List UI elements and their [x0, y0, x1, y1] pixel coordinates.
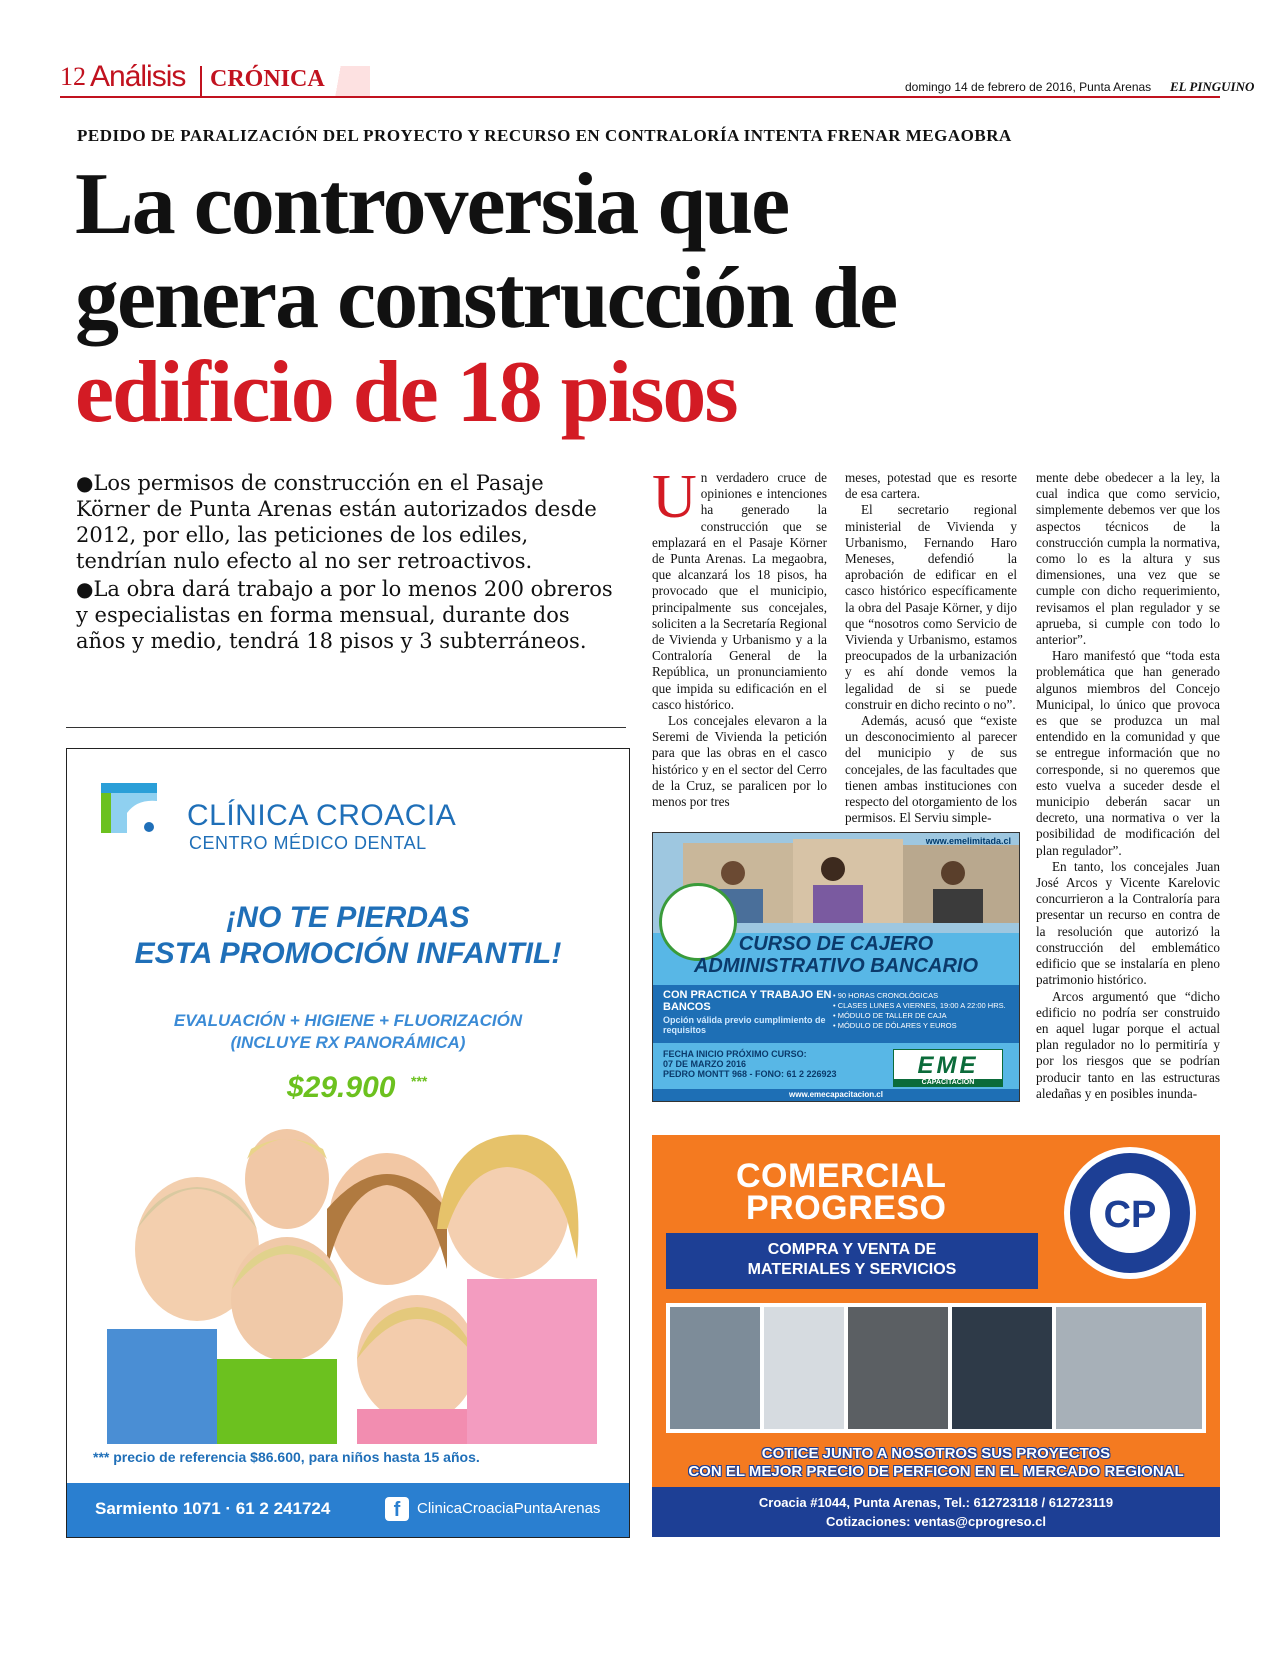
bullets-divider: [66, 727, 626, 728]
eme-website-bottom: www.emecapacitacion.cl: [653, 1089, 1019, 1101]
eme-course-title-line-1: CURSO DE CAJERO: [738, 933, 934, 955]
article-paragraph: Haro manifestó que “toda esta problemática que han generado algunos miembros del Concejo Municipal, lo único que provoca es que se produzca un mal entendido en la comunidad y que se entregue información que no corresponde, si no queremos que esto vuelva a suceder desde el municipio deberán sacar un decreto, una normativa o ver la posibilidad de modificación del plan regulador”.: [1036, 648, 1220, 858]
progreso-cta-line-1: COTICE JUNTO A NOSOTROS SUS PROYECTOS: [761, 1445, 1111, 1462]
summary-bullet: [76, 470, 621, 574]
promo-price: $29.900: [287, 1071, 396, 1104]
clinic-advertisement: [66, 748, 630, 1538]
article-paragraph: El secretario regional ministerial de Vivienda y Urbanismo, Fernando Haro Meneses, defendió la aprobación de edificar en el casco histórico específicamente la obra del Pasaje Körner, y dijo que “nosotros como Servicio de Vivienda y Urbanismo, estamos preocupados de la urbanización y es ahí donde vemos la legalidad de si se puede construir en dicho recinto o no”.: [845, 502, 1017, 712]
price-footnote-mark: ***: [411, 1073, 428, 1089]
clinic-subtitle: CENTRO MÉDICO DENTAL: [189, 833, 427, 853]
eme-logo-subtitle: CAPACITACION: [894, 1079, 1002, 1086]
progreso-contact-bar: [652, 1487, 1220, 1537]
article-summary-bullets: [76, 470, 621, 656]
bullet-dot-icon: ●: [76, 577, 94, 601]
cp-logo-text: CP: [1103, 1194, 1157, 1236]
progreso-email: Cotizaciones: ventas@cprogreso.cl: [825, 1514, 1047, 1529]
eme-feature-item: • MÓDULO DE DÓLARES Y EUROS: [833, 1021, 957, 1030]
article-paragraph: meses, potestad que es resorte de esa cartera.: [845, 470, 1017, 502]
article-column-2: [845, 470, 1017, 826]
eme-logo: [893, 1049, 1003, 1087]
materials-photos: [666, 1303, 1206, 1433]
eme-option-note: Opción válida previo cumplimiento de requisitos: [663, 1015, 826, 1035]
eme-course-advertisement: [652, 832, 1020, 1102]
progreso-advertisement: [652, 1135, 1220, 1537]
eme-start-label: FECHA INICIO PRÓXIMO CURSO:: [663, 1049, 807, 1059]
eme-logo-text: EME: [917, 1052, 979, 1079]
article-paragraph: n verdadero cruce de opiniones e intenciones ha generado la construcción que se emplazará en el Pasaje Körner de Punta Arenas. La megaobra, que alcanzará los 18 pisos, ha provocado que el municipio, principalmente sus concejales, soliciten a la Secretaría Regional de Vivienda y Urbanismo y a la Contraloría General de la República, un pronunciamiento que impida su edificación en el casco histórico.: [652, 470, 827, 712]
promo-services: EVALUACIÓN + HIGIENE + FLUORIZACIÓN: [173, 1011, 523, 1030]
eme-contact: PEDRO MONTT 968 - FONO: 61 2 226923: [663, 1069, 837, 1079]
progreso-slogan-line-2: MATERIALES Y SERVICIOS: [747, 1261, 957, 1278]
children-photo: [87, 1109, 607, 1444]
article-kicker: PEDIDO DE PARALIZACIÓN DEL PROYECTO Y RECURSO EN CONTRALORÍA INTENTA FRENAR MEGAOBRA: [77, 126, 1012, 145]
headline-line-2: genera construcción de: [75, 250, 897, 347]
bullet-text: Los permisos de construcción en el Pasaje Körner de Punta Arenas están autorizados desde 2012, por ello, las peticiones de los ediles, tendrían nulo efecto al no ser retroactivos.: [76, 471, 597, 573]
article-column-1: [652, 463, 827, 810]
header-date: domingo 14 de febrero de 2016, Punta Arenas: [905, 80, 1152, 94]
clinic-address: Sarmiento 1071 · 61 2 241724: [95, 1499, 331, 1518]
progreso-name-line-1: COMERCIAL: [736, 1157, 947, 1195]
facebook-icon: f: [385, 1497, 409, 1521]
article-headline: [75, 158, 975, 440]
eme-feature-item: • CLASES LUNES A VIERNES, 19:00 A 22:00 HRS.: [833, 1001, 1006, 1010]
promo-services-note: (INCLUYE RX PANORÁMICA): [230, 1033, 466, 1052]
progreso-address: Croacia #1044, Punta Arenas, Tel.: 612723118 / 612723119: [758, 1495, 1114, 1510]
article-paragraph: mente debe obedecer a la ley, la cual indica que como servicio, simplemente debemos ver que los aspectos técnicos de la construcción cumpla la normativa, como lo es la altura y sus dimensiones, una vez que se cumple con dicho requerimiento, revisamos el plan regulador y se aprueba, si cumple con todo lo anterior”.: [1036, 470, 1220, 648]
facebook-handle: ClinicaCroaciaPuntaArenas: [417, 1500, 601, 1517]
eme-course-features: [833, 991, 1006, 1031]
eme-website-top: www.emelimitada.cl: [925, 836, 1011, 846]
drop-cap: U: [652, 463, 697, 531]
summary-bullet: [76, 576, 621, 654]
eme-feature-item: • 90 HORAS CRONOLÓGICAS: [833, 991, 939, 1000]
bullet-text: La obra dará trabajo a por lo menos 200 obreros y especialistas en forma mensual, durante dos años y medio, tendrá 18 pisos y 3 subterráneos.: [76, 577, 613, 653]
promo-headline-line-1: ¡NO TE PIERDAS: [226, 901, 470, 934]
eme-details-band: [653, 985, 1019, 1043]
cp-logo-icon: [1060, 1143, 1200, 1283]
eme-practice-note: CON PRACTICA Y TRABAJO EN BANCOS: [663, 989, 832, 1013]
article-paragraph: Además, acusó que “existe un desconocimiento al parecer del municipio y de sus concejales, de las facultades que tienen ambas instituciones con respecto del otorgamiento de los permisos. El Serviu simple-: [845, 713, 1017, 826]
progreso-name-line-2: PROGRESO: [746, 1189, 947, 1227]
article-column-3: [1036, 470, 1220, 1102]
eme-start-date: 07 DE MARZO 2016: [663, 1059, 747, 1069]
clinic-name: CLÍNICA CROACIA: [187, 799, 457, 832]
bullet-dot-icon: ●: [76, 471, 94, 495]
eme-feature-item: • MÓDULO DE TALLER DE CAJA: [833, 1011, 947, 1020]
clinic-logo-icon: [97, 779, 167, 841]
page-number: 12: [60, 62, 86, 91]
clinic-contact-bar: [67, 1483, 629, 1538]
progreso-cta-line-2: CON EL MEJOR PRECIO DE PERFICON EN EL MERCADO REGIONAL: [688, 1463, 1184, 1480]
header-divider: [60, 96, 1220, 98]
newspaper-name: EL PINGUINO: [1170, 79, 1255, 94]
subsection-label: CRÓNICA: [200, 66, 370, 96]
article-paragraph: En tanto, los concejales Juan José Arcos y Vicente Karelovic concurrieron a la Contraloría para presentar un recurso en contra de la resolución que autorizó la construcción del emblemático edificio que se instalaría en pleno patrimonio histórico.: [1036, 858, 1220, 988]
progreso-slogan-box: [666, 1233, 1038, 1289]
section-label: Análisis: [90, 60, 186, 93]
promo-headline-line-2: ESTA PROMOCIÓN INFANTIL!: [134, 937, 562, 970]
progreso-slogan-line-1: COMPRA Y VENTA DE: [767, 1241, 937, 1258]
article-paragraph: Los concejales elevaron a la Seremi de Vivienda la petición para que las obras en el casco histórico y en el sector del Cerro de la Cruz, se paralicen por lo menos por tres: [652, 713, 827, 810]
price-footnote: *** precio de referencia $86.600, para niños hasta 15 años.: [93, 1449, 480, 1465]
headline-line-3: edificio de 18 pisos: [75, 344, 737, 441]
headline-line-1: La controversia que: [75, 156, 789, 253]
eme-course-title-line-2: ADMINISTRATIVO BANCARIO: [693, 955, 979, 977]
eme-start-info: [663, 1049, 837, 1079]
article-paragraph: Arcos argumentó que “dicho edificio no podría ser construido en aquel lugar porque el actual plan regulador no lo permitiría y por los riesgos que se podrían producir tanto en las estructuras aledañas y en posibles inunda-: [1036, 988, 1220, 1101]
